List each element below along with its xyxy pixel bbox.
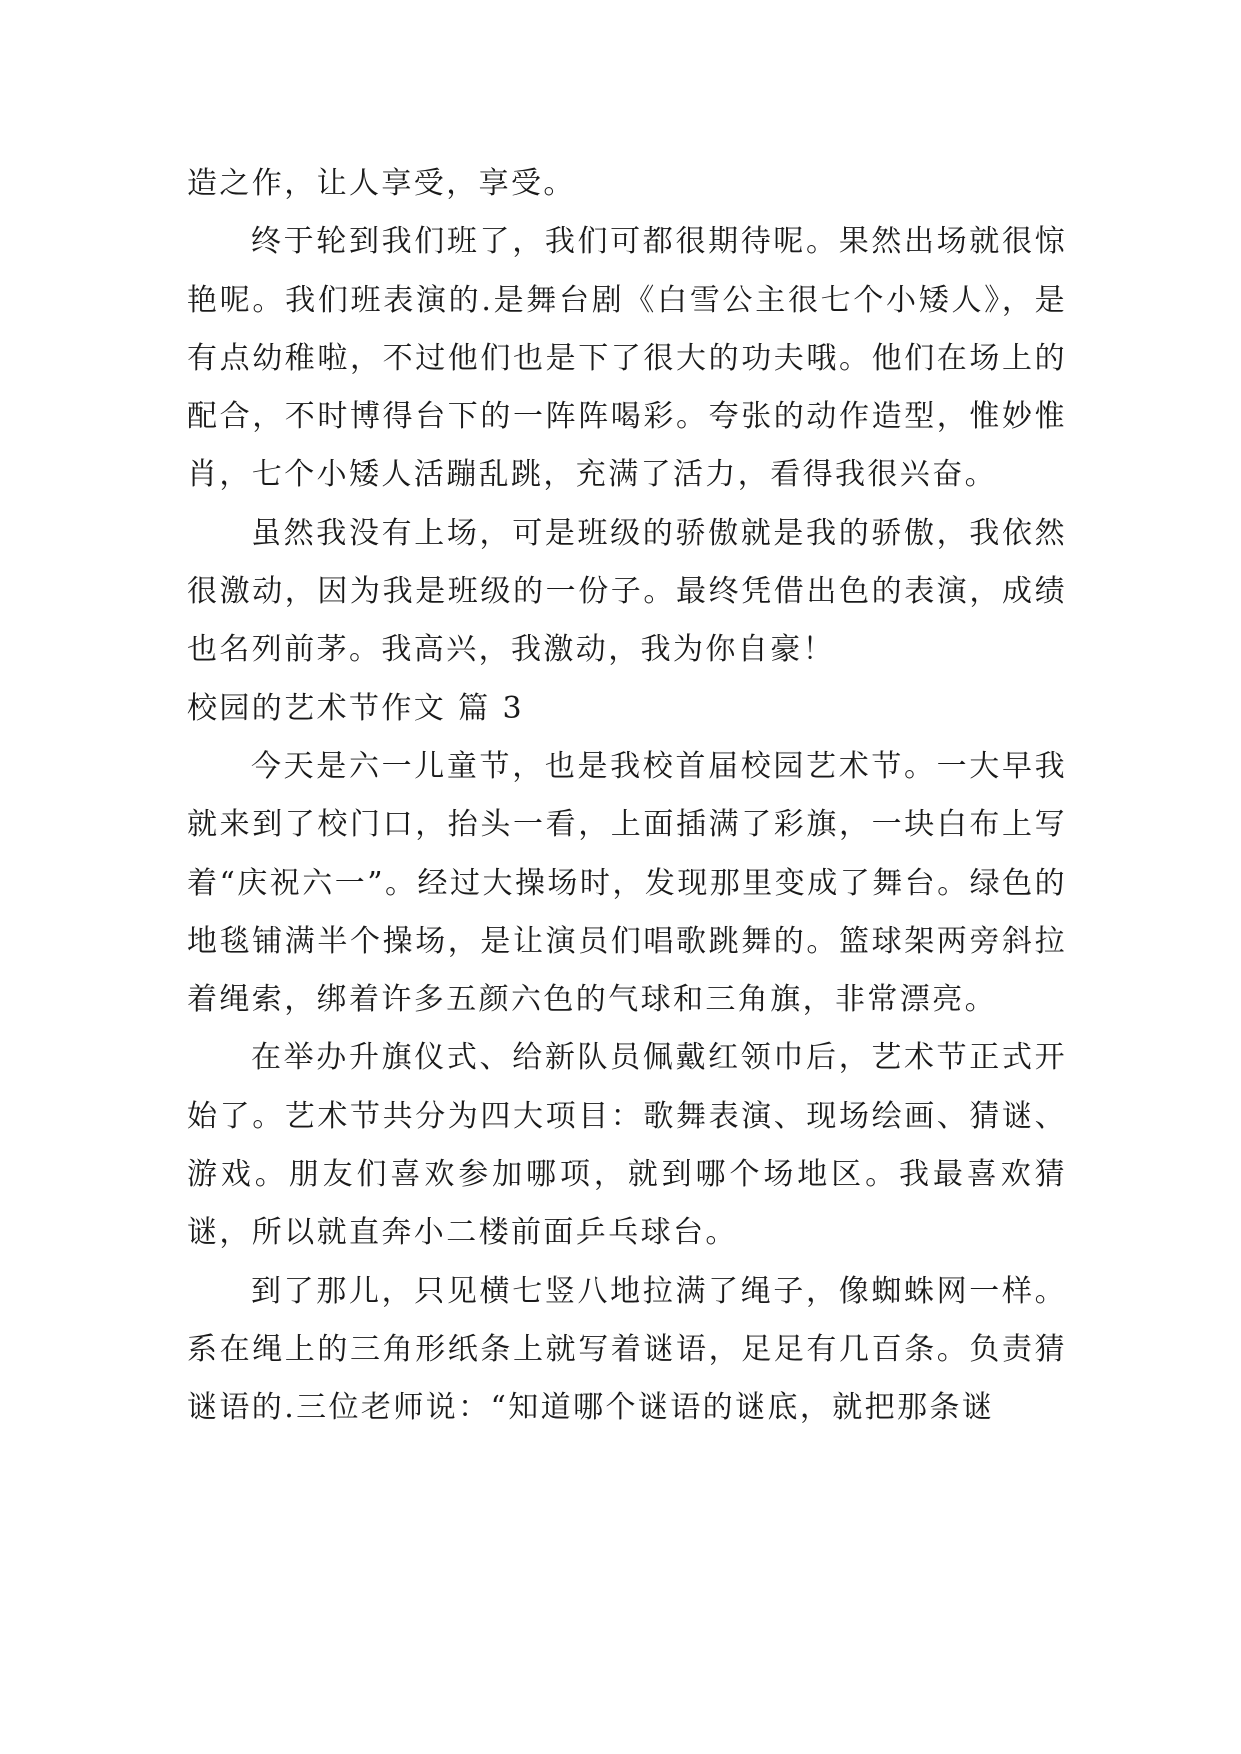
paragraph-performance: 终于轮到我们班了，我们可都很期待呢。果然出场就很惊艳呢。我们班表演的.是舞台剧《白雪公主很七个小矮人》，是有点幼稚啦，不过他们也是下了很大的功夫哦。他们在场上的配合，不时博得台下的一阵阵喝彩。夸张的动作造型，惟妙惟肖，七个小矮人活蹦乱跳，充满了活力，看得我很兴奋。 (187, 224, 1067, 493)
document-body (187, 155, 1067, 1438)
paragraph-continuation: 造之作，让人享受，享受。 (187, 166, 576, 201)
paragraph-riddles: 到了那儿，只见横七竖八地拉满了绳子，像蜘蛛网一样。系在绳上的三角形纸条上就写着谜语，足足有几百条。负责猜谜语的.三位老师说：“知道哪个谜语的谜底，就把那条谜 (187, 1273, 1067, 1426)
paragraph-festival-projects: 在举办升旗仪式、给新队员佩戴红领巾后，艺术节正式开始了。艺术节共分为四大项目：歌舞表演、现场绘画、猜谜、游戏。朋友们喜欢参加哪项，就到哪个场地区。我最喜欢猜谜，所以就直奔小二楼前面乒乓球台。 (187, 1040, 1067, 1251)
paragraph-class-pride: 虽然我没有上场，可是班级的骄傲就是我的骄傲，我依然很激动，因为我是班级的一份子。最终凭借出色的表演，成绩也名列前茅。我高兴，我激动，我为你自豪！ (187, 515, 1067, 668)
paragraph-childrens-day: 今天是六一儿童节，也是我校首届校园艺术节。一大早我就来到了校门口，抬头一看，上面插满了彩旗，一块白布上写着“庆祝六一”。经过大操场时，发现那里变成了舞台。绿色的地毯铺满半个操场，是让演员们唱歌跳舞的。篮球架两旁斜拉着绳索，绑着许多五颜六色的气球和三角旗，非常漂亮。 (187, 748, 1067, 1018)
section-heading: 校园的艺术节作文 篇 3 (187, 690, 524, 726)
